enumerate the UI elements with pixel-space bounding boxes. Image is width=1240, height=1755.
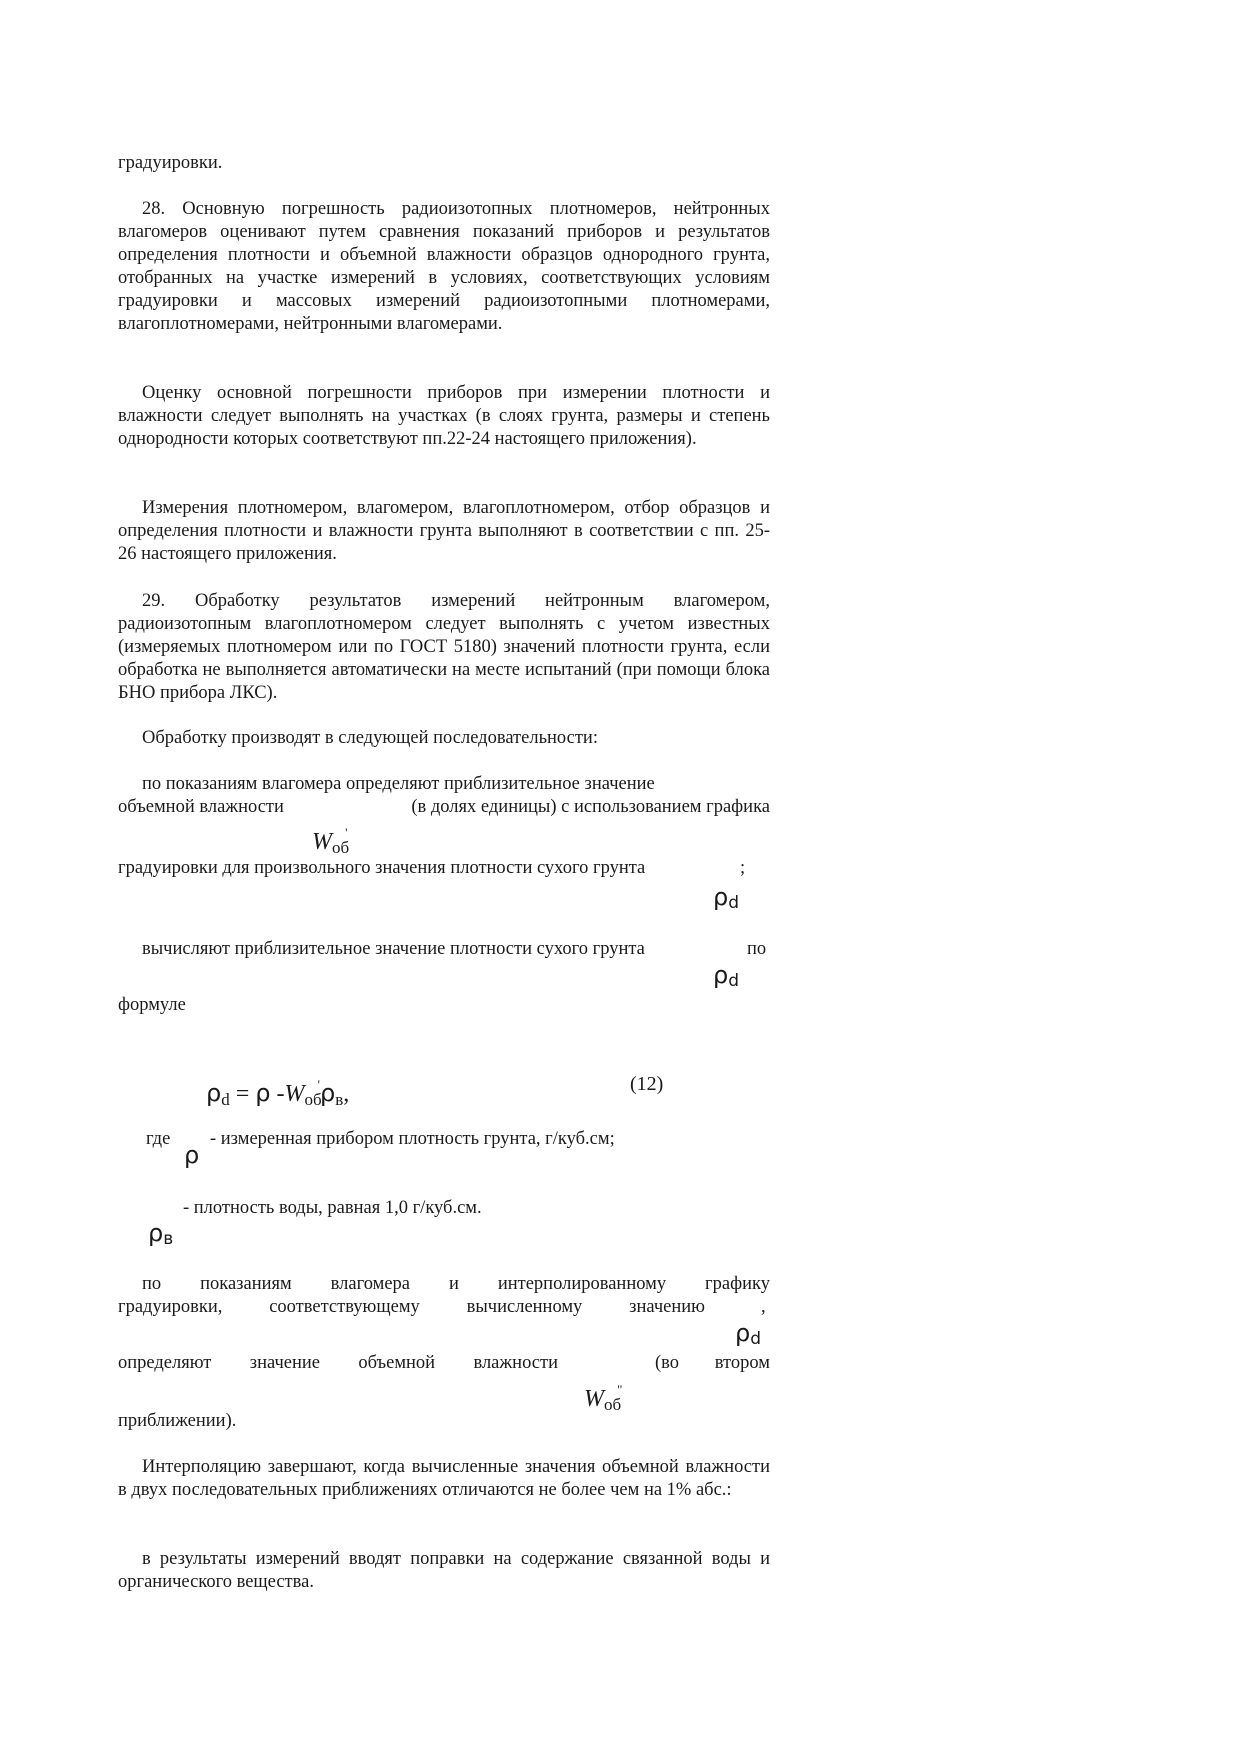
rho-d-symbol: $\rho_d$ bbox=[735, 1319, 762, 1349]
paragraph-tail: градуировки. bbox=[118, 153, 223, 173]
paragraph-interpolation: Интерполяцию завершают, когда вычисленные значения объемной влажности в двух последовательных приближениях отличаются не более чем на 1% абс.: bbox=[118, 1457, 770, 1500]
paragraph-29: 29. Обработку результатов измерений нейтронным влагомером, радиоизотопным влагоплотномером следует выполнять с учетом известных (измеряемых плотномером или по ГОСТ 5180) значений плотности грунта, если обработка не выполняется автоматически на месте испытаний (при помощи блока БНО прибора ЛКС). bbox=[118, 591, 770, 703]
step3-line4: приближении). bbox=[118, 1411, 237, 1431]
step1-line2-right: (в долях единицы) с использованием графика bbox=[411, 797, 770, 817]
paragraph-assessment: Оценку основной погрешности приборов при измерении плотности и влажности следует выполнять на участках (в слоях грунта, размеры и степень однородности которых соответствуют пп.22-24 настоящего приложения). bbox=[118, 383, 770, 449]
paragraph-corrections: в результаты измерений вводят поправки на содержание связанной воды и органического вещества. bbox=[118, 1549, 770, 1592]
step3-line3-right: (во втором bbox=[655, 1353, 770, 1373]
formula-12: $\rho_d = \rho$ $-W_{об}'\rho_в$, bbox=[206, 1077, 350, 1109]
paragraph-28: 28. Основную погрешность радиоизотопных плотномеров, нейтронных влагомеров оценивают путем сравнения показаний приборов и результатов определения плотности и объемной влажности образцов однородного грунта, отобранных на участке измерений в условиях, соответствующих условиям градуировки и массовых измерений радиоизотопными плотномерами, влагоплотномерами, нейтронными влагомерами. bbox=[118, 199, 770, 334]
step1-line3: градуировки для произвольного значения плотности сухого грунта bbox=[118, 858, 646, 878]
equation-number: (12) bbox=[630, 1073, 664, 1095]
paragraph-measurements: Измерения плотномером, влагомером, влагоплотномером, отбор образцов и определения плотности и влажности грунта выполняют в соответствии с пп. 25-26 настоящего приложения. bbox=[118, 498, 770, 564]
rho-symbol: ρ bbox=[184, 1141, 200, 1169]
step2-line1-end: по bbox=[747, 939, 767, 959]
step3-line1: по показаниям влагомера и интерполированному графику bbox=[142, 1274, 770, 1294]
step2-line2: формуле bbox=[118, 995, 186, 1015]
rho-d-symbol: $\rho_d$ bbox=[713, 961, 740, 991]
step3-line2: градуировки, соответствующему вычисленному значению bbox=[118, 1297, 705, 1317]
where-label: где bbox=[146, 1129, 171, 1149]
step3-line3: определяют значение объемной влажности bbox=[118, 1353, 558, 1373]
step1-line1: по показаниям влагомера определяют приблизительное значение bbox=[142, 774, 655, 794]
w-ob-dprime-symbol: $W_{об}^"$ bbox=[584, 1382, 623, 1414]
step3-line2-end: , bbox=[761, 1297, 766, 1317]
rho-d-symbol: $\rho_d$ bbox=[713, 883, 740, 913]
rho-definition: - измеренная прибором плотность грунта, г/куб.см; bbox=[210, 1129, 615, 1149]
step1-line3-end: ; bbox=[740, 858, 746, 878]
rho-water-definition: - плотность воды, равная 1,0 г/куб.см. bbox=[183, 1198, 482, 1218]
paragraph-sequence: Обработку производят в следующей последовательности: bbox=[142, 728, 598, 748]
step1-line2-left: объемной влажности bbox=[118, 797, 284, 817]
w-ob-prime-symbol: $W_{об}'$ bbox=[312, 825, 350, 857]
step2-line1: вычисляют приблизительное значение плотности сухого грунта bbox=[142, 939, 645, 959]
rho-v-symbol: $\rho_в$ bbox=[148, 1219, 174, 1249]
